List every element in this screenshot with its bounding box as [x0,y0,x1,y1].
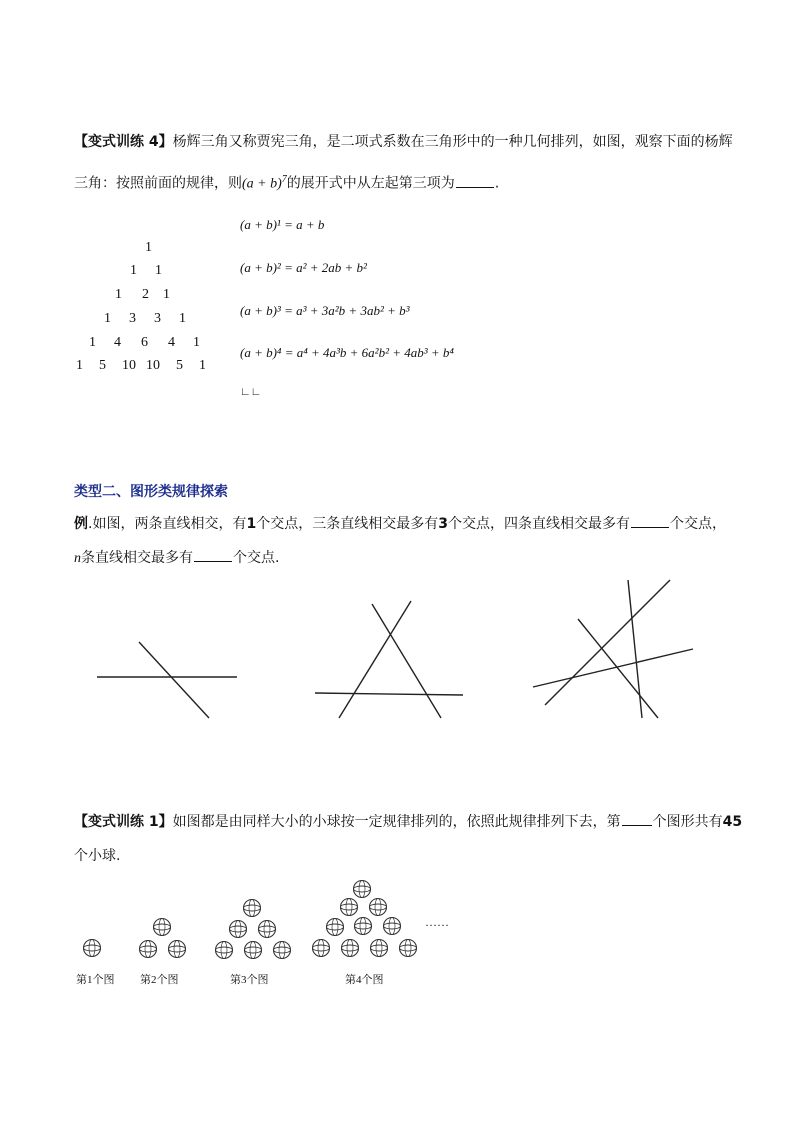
ball-icon [327,919,344,936]
problem1-text1: 杨辉三角又称贾宪三角，是二项式系数在三角形中的一种几何排列，如图，观察下面的杨辉 [172,134,733,150]
n-variable: n [74,551,81,566]
ball-icon [169,941,186,958]
figure2-line [339,601,411,718]
triangle-row-2 [130,263,162,279]
ball-icon [400,940,417,957]
triangle-cell: 1 [199,358,206,373]
formula-1: (a + b)¹ = a + b [240,217,325,232]
example-text: .如图，两条直线相交，有 [88,516,247,532]
problem1-expr: (a + b) [242,176,282,192]
triangle-cell: 4 [168,335,175,350]
triangle-cell: 3 [129,311,136,326]
formula-4: (a + b)⁴ = a⁴ + 4a³b + 6a²b² + 4ab³ + b⁴ [240,345,454,360]
figure3-line [628,580,642,718]
triangle-cell: 1 [76,358,83,373]
ball-icon [216,942,233,959]
example-label: 例 [74,516,88,532]
triangle-row-3 [115,287,170,303]
triangle-cell: 1 [155,263,162,278]
problem3-tag: 【变式训练 1】 [74,814,173,830]
formula-2: (a + b)² = a² + 2ab + b² [240,260,367,275]
triangle-cell: 5 [176,358,183,373]
triangle-cell: 10 [122,358,136,373]
figure3-line [578,619,658,718]
triangle-cell: 1 [163,287,170,302]
example-text: 个交点， [669,516,726,532]
triangle-cell: 1 [193,335,200,350]
ball-icon [245,942,262,959]
example-number: 3 [438,516,448,532]
ball-icon [371,940,388,957]
example-line1 [74,514,726,534]
problem3-count: 45 [722,814,743,830]
triangle-cell: 5 [99,358,106,373]
triangle-cell: 1 [130,263,137,278]
triangle-cell: 1 [145,240,152,255]
answer-blank-4[interactable] [622,813,652,826]
triangle-cell: 1 [179,311,186,326]
ball-icon [384,918,401,935]
problem1-line2 [74,170,499,195]
formula-3: (a + b)³ = a³ + 3a²b + 3ab² + b³ [240,303,410,318]
ball-icon [230,921,247,938]
ball-icon [244,900,261,917]
triangle-row-1 [145,240,152,256]
figure3-line [545,580,670,705]
figure2-line [372,604,441,718]
ellipsis: …… [425,915,449,929]
problem1-text2b: 的展开式中从左起第三项为 [286,175,455,192]
triangle-row-6 [76,358,206,374]
answer-blank-1[interactable] [456,175,494,188]
triangle-row-5 [89,335,200,351]
figure3-line [533,649,693,687]
example-line2 [74,548,279,569]
triangle-cell: 10 [146,358,160,373]
ball-icon [341,899,358,916]
figure2-line [315,693,463,695]
example-text: 条直线相交最多有 [81,550,193,566]
section2-heading: 类型二、图形类规律探索 [74,484,228,500]
caption-1: 第1个图 [76,974,115,986]
answer-blank-2[interactable] [631,515,669,528]
formula-ellipsis: ∟∟ [240,386,262,398]
problem1-text2a: 三角：按照前面的规律，则 [74,175,242,192]
caption-2: 第2个图 [140,974,179,986]
problem1-end: . [494,175,500,192]
answer-blank-3[interactable] [194,549,232,562]
ball-icon [370,899,387,916]
triangle-cell: 6 [141,335,148,350]
problem3-line1 [74,812,742,832]
triangle-cell: 2 [142,287,149,302]
triangle-cell: 1 [115,287,122,302]
caption-3: 第3个图 [230,974,269,986]
ball-icon [342,940,359,957]
ball-icon [259,921,276,938]
ball-icon [355,918,372,935]
ball-icon [354,881,371,898]
caption-4: 第4个图 [345,974,384,986]
example-text: 个交点，三条直线相交最多有 [256,516,439,532]
problem3-line2: 个小球. [74,848,121,864]
triangle-cell: 1 [104,311,111,326]
problem3-text: 如图都是由同样大小的小球按一定规律排列的，依照此规律排列下去，第 [172,814,621,830]
ball-icon [274,942,291,959]
example-text: 个交点. [233,550,280,566]
problem1-line1 [74,132,733,152]
example-text: 个交点，四条直线相交最多有 [447,516,630,532]
triangle-cell: 4 [114,335,121,350]
problem1-exp: 7 [281,174,287,185]
triangle-cell: 3 [154,311,161,326]
triangle-cell: 1 [89,335,96,350]
example-number: 1 [246,516,257,532]
problem3-text: 个图形共有 [652,814,723,830]
ball-icon [154,919,171,936]
ball-icon [313,940,330,957]
ball-icon [84,940,101,957]
problem1-tag: 【变式训练 4】 [74,134,173,150]
triangle-row-4 [104,311,186,327]
figure1-line [139,642,209,718]
ball-icon [140,941,157,958]
